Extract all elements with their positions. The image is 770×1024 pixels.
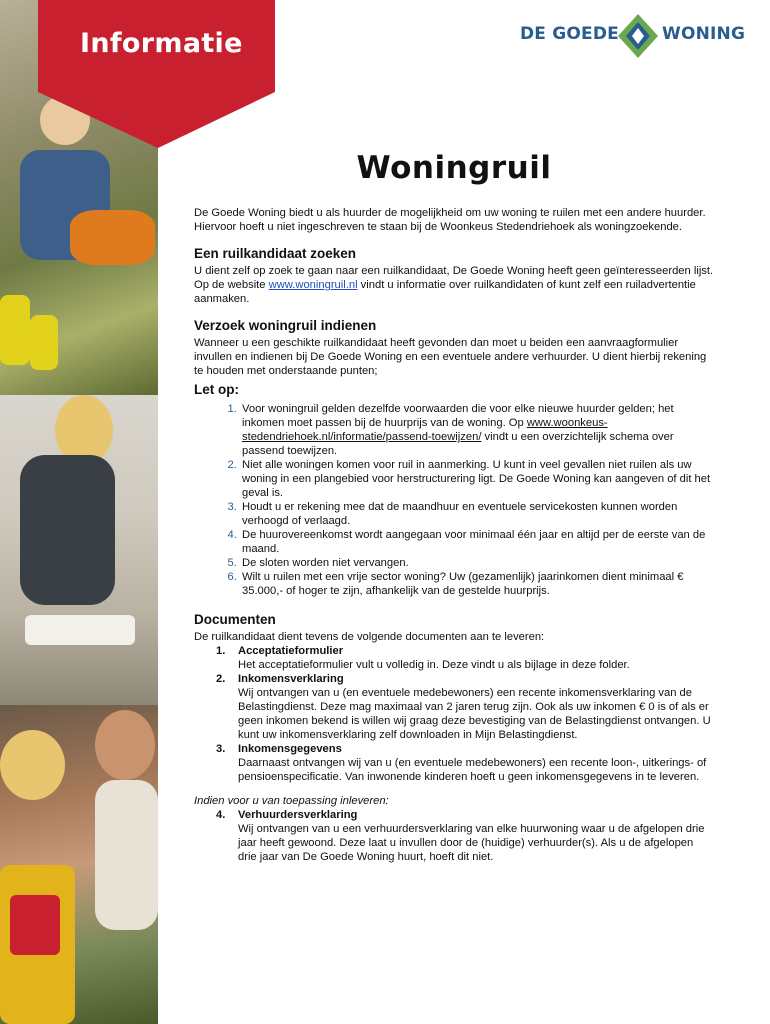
letop-list [194,402,714,598]
list-item: 4. De huurovereenkomst wordt aangegaan voor minimaal één jaar en altijd per de eerste van de maand. [240,528,714,556]
photo-strip [0,0,158,1024]
letop-heading: Let op: [194,382,239,397]
conditional-note: Indien voor u van toepassing inleveren: [194,795,389,807]
list-item: 3. Inkomensgegevens Daarnaast ontvangen wij van u (en eventuele medebewoners) een recente loon-, uitkerings- of pensioenspecificatie. Van inwonende kinderen hoeft u geen inkomensgegevens in te leveren. [216,743,707,783]
photo-couple-shopping [0,705,158,1024]
documenten-list-conditional [194,808,714,864]
informatie-banner [0,0,275,148]
documenten-heading: Documenten [194,612,276,627]
banner-label: Informatie [80,28,243,59]
passend-toewijzen-link[interactable]: www.woonkeus-stedendriehoek.nl/informatie/passend-toewijzen/ [242,417,608,443]
list-item: 6. Wilt u ruilen met een vrije sector woning? Uw (gezamenlijk) jaarinkomen dient minimaal € 35.000,- of hoger te zijn, afhankelijk van de gestelde huurprijs. [240,570,714,598]
list-item: 4. Verhuurdersverklaring Wij ontvangen van u een verhuurdersverklaring van elke huurwoning waar u de afgelopen drie jaar heeft gewoond. Deze laat u invullen door de (huidige) verhuurder(s). Als u de afgelopen drie jaar van De Goede Woning huurt, hoeft dit niet. [216,809,705,863]
main-content [194,150,714,864]
intro-paragraph: De Goede Woning biedt u als huurder de mogelijkheid om uw woning te ruilen met een andere huurder. Hiervoor hoeft u niet ingeschreven te staan bij de Woonkeus Stedendriehoek als woningzoekende. [194,207,706,233]
list-item: 2. Niet alle woningen komen voor ruil in aanmerking. U kunt in veel gevallen niet ruilen als uw woning in een plangebied voor herstructurering ligt. De Goede Woning kan aangeven of dit het geval is. [240,458,714,500]
section-text-verzoek: Wanneer u een geschikte ruilkandidaat heeft gevonden dan moet u beiden een aanvraagformulier invullen en indienen bij De Goede Woning en een eventuele andere verhuurder. U dient hierbij rekening te houden met onderstaande punten; [194,337,707,377]
de-goede-woning-logo [520,12,750,60]
logo-mark-icon [616,12,660,60]
logo-text-left: DE GOEDE [520,24,619,44]
list-item: 1. Voor woningruil gelden dezelfde voorwaarden die voor elke nieuwe huurder gelden; het inkomen moet passen bij de huurprijs van de woning. Op www.woonkeus-stedendriehoek.nl/informatie/passend-toewijzen/ vindt u een overzichtelijk schema over passend toewijzen. [240,402,714,458]
photo-woman-kitchen [0,395,158,705]
woningruil-link[interactable]: www.woningruil.nl [268,279,358,291]
section-text-ruilkandidaat: U dient zelf op zoek te gaan naar een ruilkandidaat, De Goede Woning heeft geen geïnteresseerden lijst. Op de website www.woningruil.nl vindt u informatie over ruilkandidaten of kunt zelf een ruiladvertentie aanmaken. [194,265,714,305]
section-heading-ruilkandidaat: Een ruilkandidaat zoeken [194,246,357,261]
list-item: 2. Inkomensverklaring Wij ontvangen van u (en eventuele medebewoners) een recente inkomensverklaring van de Belastingdienst. Deze mag maximaal van 2 jaren terug zijn. Ook als uw inkomen € 0 is of als er geen inkomen bekend is willen wij graag deze bevestiging van de Belastingdienst ontvangen. U kunt uw inkomensverklaring zelf downloaden in Mijn Belastingdienst. [216,673,711,741]
documenten-list [194,644,714,784]
section-heading-verzoek: Verzoek woningruil indienen [194,318,377,333]
documenten-intro: De ruilkandidaat dient tevens de volgende documenten aan te leveren: [194,631,545,643]
list-item: 5. De sloten worden niet vervangen. [240,556,714,570]
logo-text-right: WONING [662,24,746,44]
list-item: 1. Acceptatieformulier Het acceptatieformulier vult u volledig in. Deze vindt u als bijlage in deze folder. [216,645,630,671]
list-item: 3. Houdt u er rekening mee dat de maandhuur en eventuele servicekosten kunnen worden verhoogd of verlaagd. [240,500,714,528]
page-title: Woningruil [356,150,552,186]
